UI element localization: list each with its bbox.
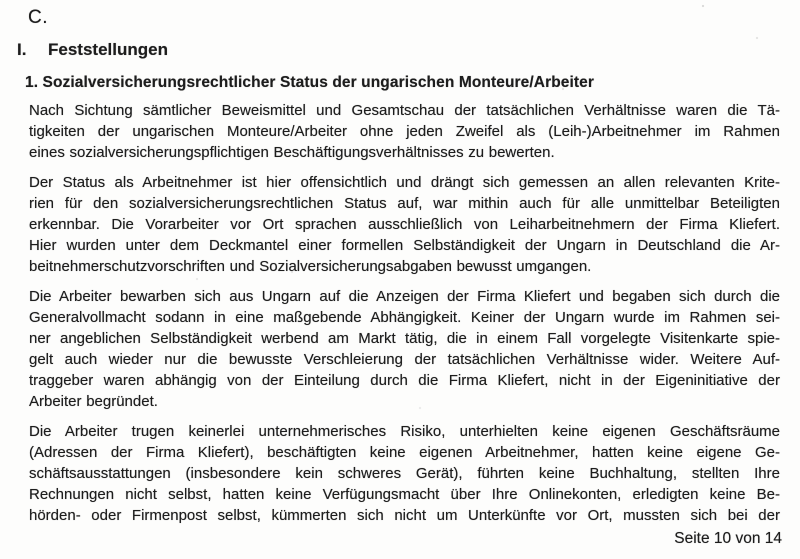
text-line: Die Arbeiter trugen keinerlei unternehmerisches Risiko, unterhielten keine eigenen Geschäftsräume <box>29 423 780 440</box>
page-number: Seite 10 von 14 <box>674 530 782 547</box>
page-footer <box>674 528 782 549</box>
text-line: Die Arbeiter bewarben sich aus Ungarn auf die Anzeigen der Firma Kliefert und begaben sich durch die <box>29 288 780 305</box>
text-line: schäftsausstattungen (insbesondere kein schweres Gerät), führten keine Buchhaltung, stellten Ihre <box>29 465 780 482</box>
text-line: Rechnungen nicht selbst, hatten keine Verfügungsmacht über Ihre Onlinekonten, erledigten keine Be- <box>29 486 780 503</box>
text-line: ner angeblichen Selbständigkeit werbend am Markt tätig, die in einem Fall vorgelegte Visitenkarte spie- <box>29 330 780 347</box>
text-line: Hier wurden unter dem Deckmantel einer formellen Selbständigkeit der Ungarn in Deutschland die Ar- <box>29 237 780 254</box>
text-line: Nach Sichtung sämtlicher Beweismittel und Gesamtschau der tatsächlichen Verhältnisse waren die Tä- <box>29 102 780 119</box>
paragraph <box>29 421 780 526</box>
text-line: Generalvollmacht sodann in eine maßgebende Abhängigkeit. Keiner der Ungarn wurde im Rahmen sei- <box>29 309 780 326</box>
text-line: Der Status als Arbeitnehmer ist hier offensichtlich und drängt sich gemessen an allen relevanten Krite- <box>29 174 780 191</box>
section-label: C. <box>28 7 48 28</box>
document-body <box>29 100 780 526</box>
text-line: rien für den sozialversicherungsrechtlichen Status auf, war mithin auch für alle unmittelbar Beteiligten <box>29 195 780 212</box>
heading-numeral: I. <box>17 40 27 59</box>
text-line: Arbeiter begründet. <box>29 393 158 410</box>
text-line: hörden- oder Firmenpost selbst, kümmerten sich nicht um Unterkünfte vor Ort, mussten sich bei der <box>29 507 780 524</box>
text-line: beitnehmerschutzvorschriften und Sozialversicherungsabgaben bewusst umgangen. <box>29 258 592 275</box>
heading-title: Feststellungen <box>48 40 168 59</box>
section-heading <box>17 39 800 61</box>
subheading: 1. Sozialversicherungsrechtlicher Status der ungarischen Monteure/Arbeiter <box>25 74 595 91</box>
paragraph <box>29 100 780 163</box>
text-line: eines sozialversicherungspflichtigen Beschäftigungsverhältnisses zu bewerten. <box>29 144 555 161</box>
text-line: erkennbar. Die Vorarbeiter vor Ort sprachen ausschließlich von Leiharbeitnehmern der Firma Kliefert. <box>29 216 780 233</box>
paragraph <box>29 172 780 277</box>
text-line: gelt auch wieder nur die bewusste Verschleierung der tatsächlichen Verhältnisse wider. Weitere Auf- <box>29 351 780 368</box>
text-line: (Adressen der Firma Kliefert), beschäftigten keine eigenen Arbeitnehmer, hatten keine eigene Ge- <box>29 444 780 461</box>
paragraph <box>29 286 780 412</box>
text-line: traggeber waren abhängig von der Einteilung durch die Firma Kliefert, nicht in der Eigeninitiative der <box>29 372 780 389</box>
text-line: tigkeiten der ungarischen Monteure/Arbeiter ohne jeden Zweifel als (Leih-)Arbeitnehmer im Rahmen <box>29 123 780 140</box>
